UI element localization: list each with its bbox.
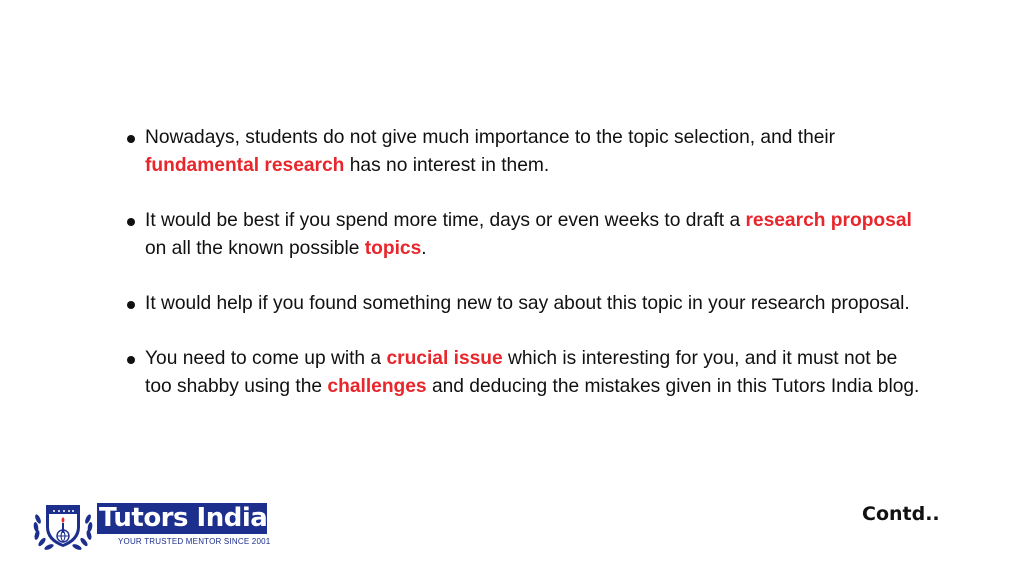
- highlight-term: topics: [364, 238, 422, 259]
- bullet-text: has no interest in them.: [344, 155, 550, 176]
- logo-tagline: YOUR TRUSTED MENTOR SINCE 2001: [118, 537, 271, 546]
- bullet-dot-icon: [127, 218, 135, 226]
- tutors-india-logo: [30, 499, 270, 551]
- bullet-item: [127, 290, 927, 318]
- laurel-shield-emblem-icon: [30, 499, 96, 551]
- highlight-term: crucial issue: [386, 348, 503, 369]
- bullet-dot-icon: [127, 356, 135, 364]
- bullet-item: [127, 124, 927, 180]
- bullet-text: It would be best if you spend more time, days or even weeks to draft a: [145, 210, 746, 231]
- bullet-item: [127, 207, 927, 263]
- highlight-term: challenges: [327, 376, 427, 397]
- bullet-text: which is interesting for you, and it must not be too shabby using the: [145, 348, 898, 397]
- bullet-text: .: [421, 238, 427, 259]
- bullet-text: It would help if you found something new to say about this topic in your research proposal.: [145, 293, 910, 314]
- logo-wordmark: Tutors India: [99, 503, 268, 533]
- bullet-text: Nowadays, students do not give much importance to the topic selection, and their: [145, 127, 836, 148]
- bullet-item: [127, 345, 927, 401]
- bullet-list: [127, 124, 927, 401]
- bullet-dot-icon: [127, 135, 135, 143]
- highlight-term: fundamental research: [145, 155, 345, 176]
- bullet-text: on all the known possible: [145, 238, 365, 259]
- highlight-term: research proposal: [745, 210, 912, 231]
- bullet-text: You need to come up with a: [145, 348, 387, 369]
- bullet-dot-icon: [127, 301, 135, 309]
- bullet-text: and deducing the mistakes given in this Tutors India blog.: [426, 376, 920, 397]
- contd-label: Contd..: [862, 503, 940, 525]
